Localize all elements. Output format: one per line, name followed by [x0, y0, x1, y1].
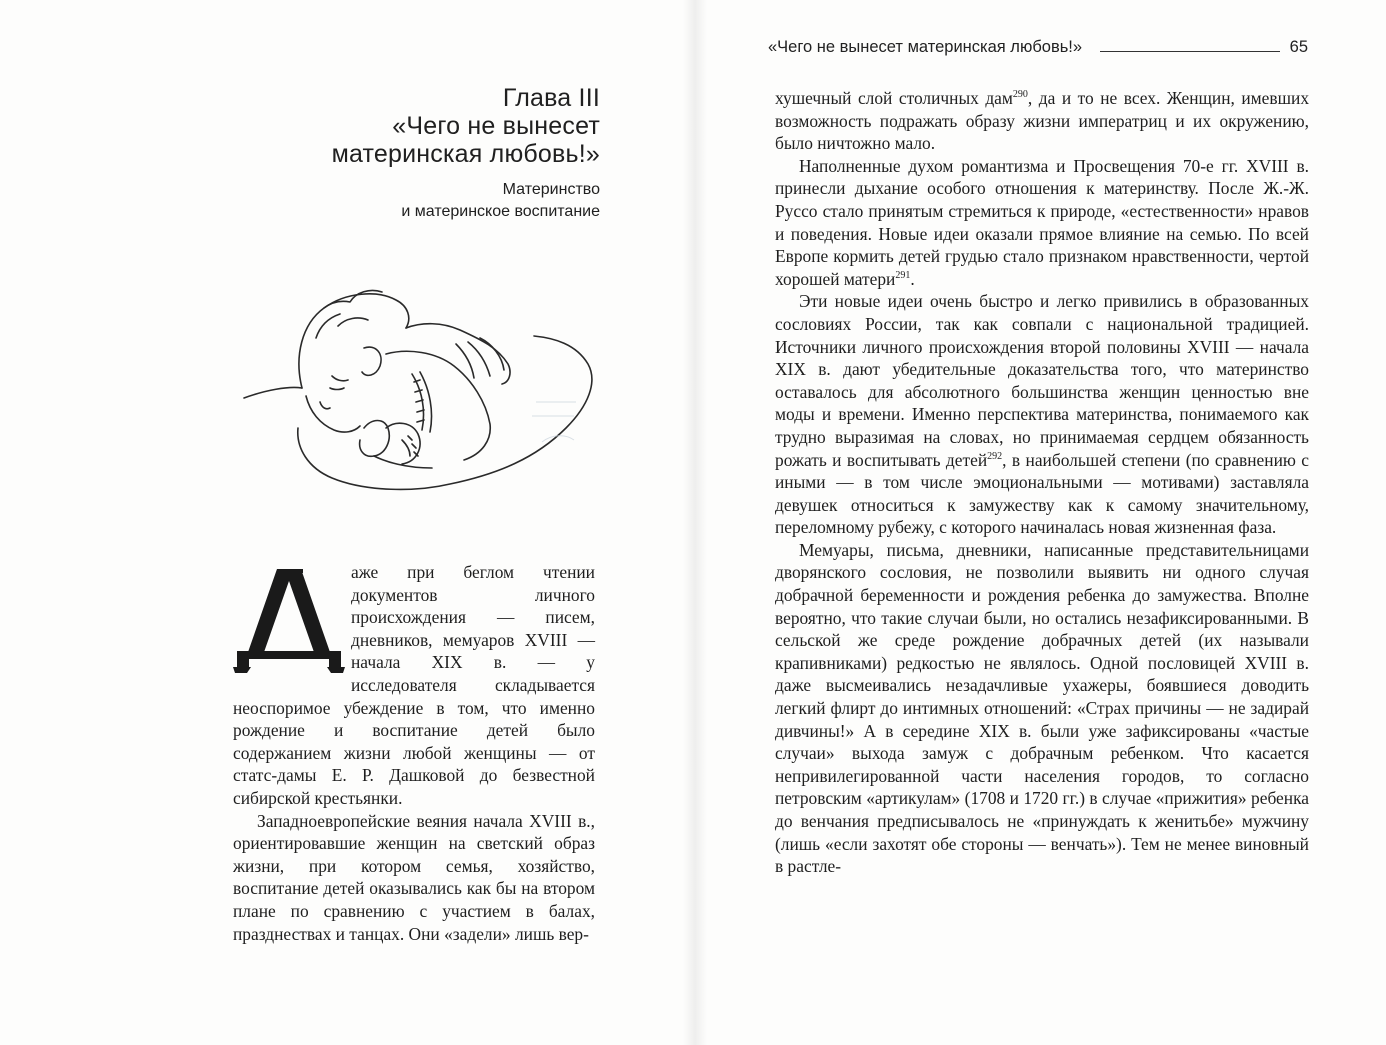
chapter-title-line-1: «Чего не вынесет — [392, 112, 600, 140]
right-paragraph-3 — [775, 290, 1309, 539]
paragraph-text: , да и то не всех. Женщин, имевших возможность подражать образу жизни императриц и их окружению, было ничтожно мало. — [775, 88, 1310, 154]
page-number: 65 — [1289, 38, 1308, 56]
paragraph-text: хушечный слой столичных дам — [775, 88, 1013, 108]
running-head — [768, 38, 1308, 62]
right-paragraph-4: Мемуары, письма, дневники, написанные представительницами дворянского сословия, не позволили выявить ни одного случая добрачной беременности и рождения ребенка до замужества. Вполне вероятно, что такие случаи были, но остались незафиксированными. В сельской же среде рождение добрачных детей (их называли крапивниками) редкостью не являлось. Одной пословицей XVIII в. даже высмеивались незадачливые ухажеры, боявшиеся доводить легкий флирт до интимных отношений: «Страх причины — не задирай дивчины!» А в середине XIX в. были уже зафиксированы «частые случаи» выхода замуж с добрачным ребенком. Что касается непривилегированной части населения городов, то согласно петровским «артикулам» (1708 и 1720 гг.) в случае «прижития» ребенка до венчания предписывалось не «принуждать к женитьбе» мужчину (лишь «если захотят обе стороны — венчать»). Тем не менее виновный в растле- — [775, 539, 1309, 877]
paragraph-text: Эти новые идеи очень быстро и легко привились в образованных сословиях России, так как совпали с национальной традицией. Источники личного происхождения второй половины XVIII — начала XIX в. дают убедительные доказательства того, что материнство оставалось для абсолютного большинства женщин ценностью вне моды и времени. Именно перспектива материнства, понимаемого как трудно выразимая на словах, но принимаемая сердцем обязанность рожать и воспитывать детей — [775, 291, 1309, 470]
footnote-ref-292: 292 — [987, 450, 1003, 462]
left-page-body — [233, 561, 595, 945]
right-paragraph-1 — [775, 87, 1309, 155]
running-head-title: «Чего не вынесет материнская любовь!» — [768, 38, 1083, 56]
mother-embracing-child-drawing-icon — [236, 278, 608, 500]
chapter-heading — [180, 84, 600, 223]
left-paragraph-1: аже при беглом чтении документов личного происхождения — писем, дневников, мемуаров XVIII — начала XIX в. — у исследователя складывается неоспоримое убеждение в том, что именно рождение и воспитание детей было содержанием жизни любой женщины — от статс-дамы Е. Р. Дашковой до безвестной сибирской крестьянки. — [233, 562, 595, 808]
running-head-rule — [1100, 39, 1280, 52]
footnote-ref-291: 291 — [895, 269, 911, 281]
paragraph-text: , в наибольшей степени (по сравнению с иными — в том числе эмоциональными — мотивами) заставляла девушек относиться к замужеству как к самому значительному, переломному рубежу, с которого начиналась новая жизненная фаза. — [775, 449, 1310, 538]
chapter-number: Глава III — [502, 84, 600, 112]
chapter-title-line-2: материнская любовь!» — [331, 140, 600, 168]
drop-cap-letter — [233, 563, 345, 675]
right-page-body — [775, 87, 1309, 878]
book-gutter-shadow — [683, 0, 707, 1045]
chapter-subtitle — [180, 179, 600, 223]
paragraph-text: Наполненные духом романтизма и Просвещения 70-е гг. XVIII в. принесли дыхание особого отношения к материнству. После Ж.-Ж. Руссо стало принятым стремиться к природе, «естественности» нравов и поведения. Новые идеи оказали прямое влияние на семью. По всей Европе кормить детей грудью стало признаком нравственности, чертой хорошей матери — [775, 155, 1309, 289]
left-paragraph-2: Западноевропейские веяния начала XVIII в., ориентировавшие женщин на светский образ жизни, при котором семья, хозяйство, воспитание детей оказывались как бы на втором плане по сравнению с участием в балах, празднествах и танцах. Они «задели» лишь вер- — [233, 810, 595, 944]
chapter-subtitle-line-2: и материнское воспитание — [401, 203, 600, 220]
paragraph-text: . — [910, 268, 915, 289]
chapter-subtitle-line-1: Материнство — [502, 181, 600, 198]
footnote-ref-290: 290 — [1012, 89, 1028, 101]
right-paragraph-2 — [775, 155, 1309, 291]
